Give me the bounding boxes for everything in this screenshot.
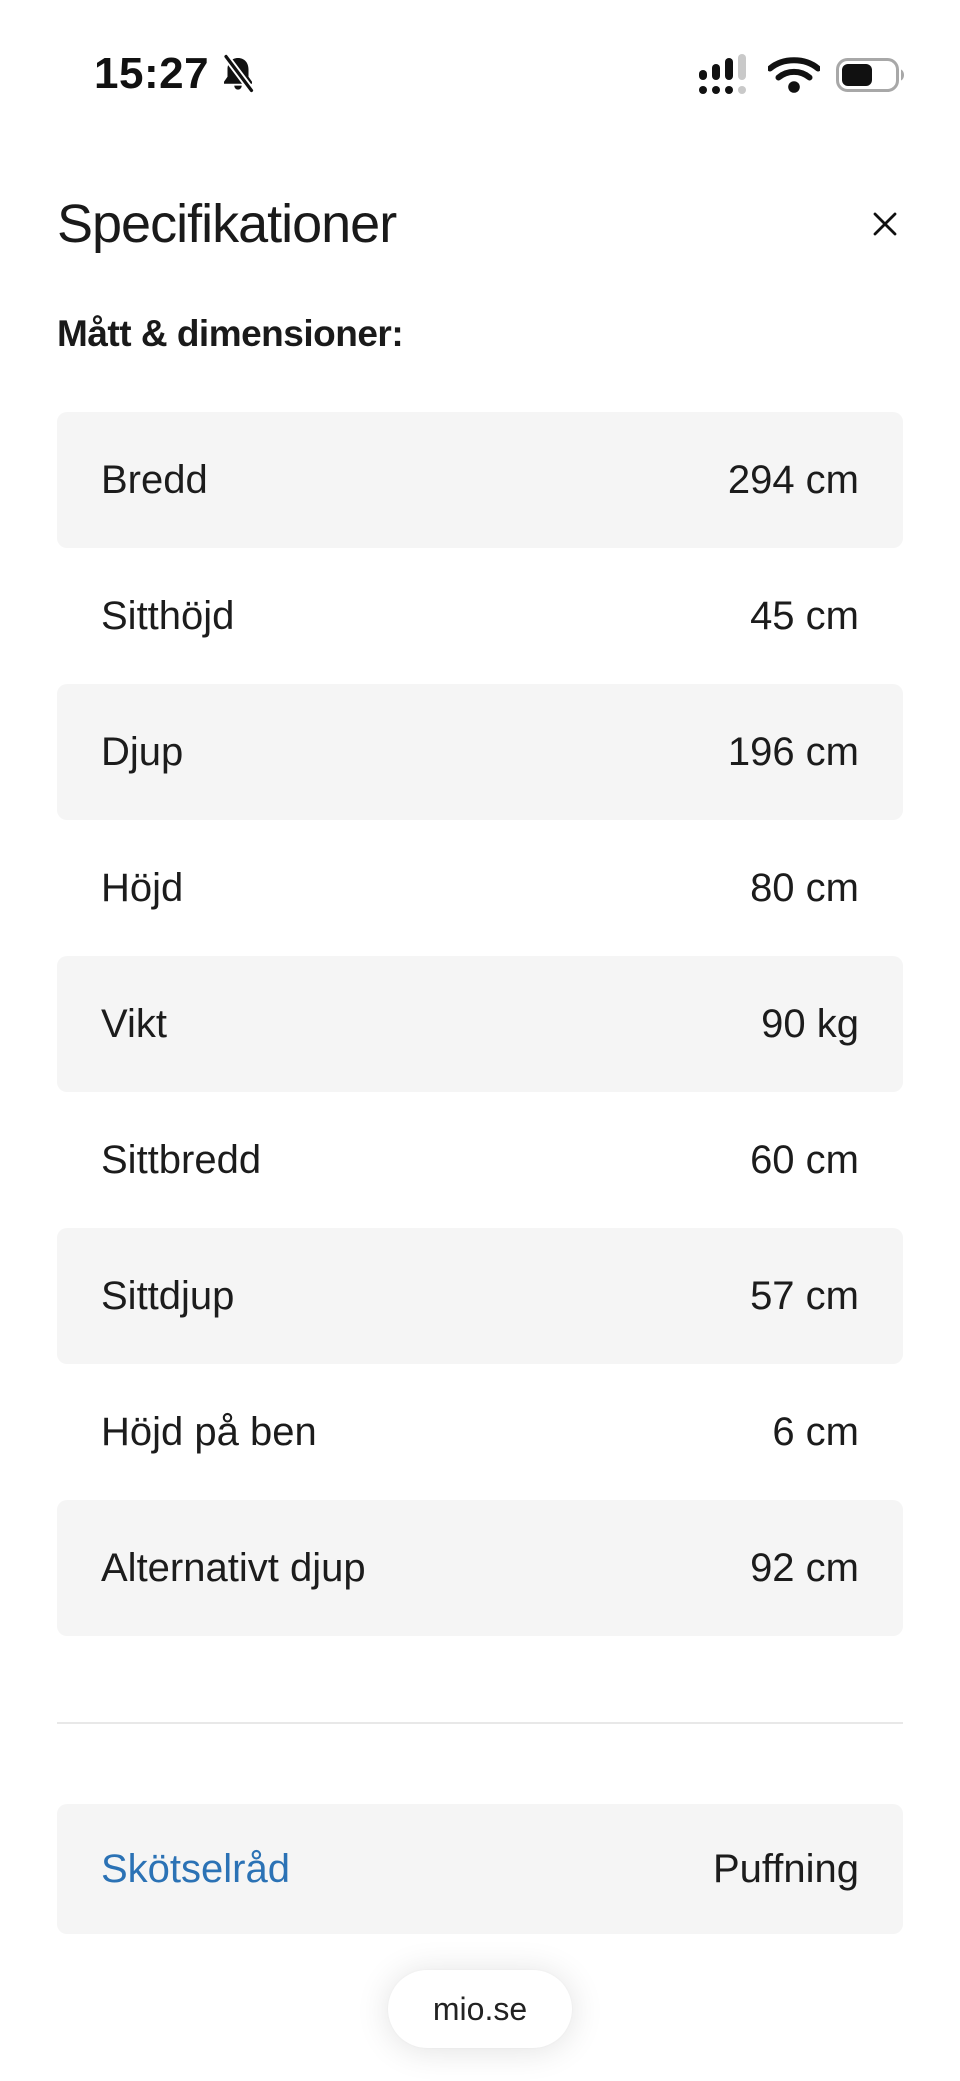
url-pill[interactable] (388, 1970, 572, 2048)
spec-row-bredd (57, 412, 903, 548)
spec-row-vikt (57, 956, 903, 1092)
status-right (694, 54, 906, 96)
spec-value: 294 cm (727, 458, 859, 502)
spec-value: 45 cm (750, 594, 859, 638)
spec-row-sittbredd (57, 1092, 903, 1228)
clock: 15:27 (94, 49, 210, 98)
spec-label: Höjd på ben (101, 1410, 317, 1454)
spec-label: Vikt (101, 1002, 167, 1046)
spec-value: 57 cm (750, 1274, 859, 1318)
status-bar (0, 0, 960, 108)
spec-value: 90 kg (761, 1002, 859, 1046)
bell-slash-icon (217, 53, 259, 95)
spec-label: Sittbredd (101, 1138, 262, 1182)
spec-row-sittdjup (57, 1228, 903, 1364)
spec-row-djup (57, 684, 903, 820)
sheet-header (57, 192, 903, 256)
spec-value: 80 cm (750, 866, 859, 910)
spec-value: 196 cm (727, 730, 859, 774)
section-divider (57, 1722, 903, 1724)
spec-label: Alternativt djup (101, 1546, 366, 1590)
spec-value: 92 cm (750, 1546, 859, 1590)
spec-list (57, 412, 903, 1636)
spec-row-hojd (57, 820, 903, 956)
specifications-sheet (0, 192, 960, 1934)
spec-row-alternativt-djup (57, 1500, 903, 1636)
section-heading: Mått & dimensioner: (57, 313, 404, 354)
spec-label: Höjd (101, 866, 184, 910)
spec-label: Sitthöjd (101, 594, 235, 638)
spec-label: Sittdjup (101, 1274, 235, 1318)
close-icon (869, 208, 901, 240)
spec-label: Djup (101, 730, 184, 774)
close-button[interactable] (861, 200, 909, 248)
care-instructions-link[interactable]: Skötselråd (101, 1847, 290, 1891)
spec-value: 6 cm (772, 1410, 859, 1454)
url-text: mio.se (432, 1990, 528, 2027)
spec-row-hojd-pa-ben (57, 1364, 903, 1500)
cellular-signal-icon (694, 54, 752, 96)
care-value: Puffning (712, 1847, 859, 1891)
wifi-icon (768, 56, 820, 94)
spec-label: Bredd (101, 458, 208, 502)
spec-value: 60 cm (750, 1138, 859, 1182)
care-row (57, 1804, 903, 1934)
battery-icon (836, 58, 906, 92)
page-title: Specifikationer (57, 194, 397, 254)
status-left (94, 49, 259, 98)
spec-row-sitthojd (57, 548, 903, 684)
